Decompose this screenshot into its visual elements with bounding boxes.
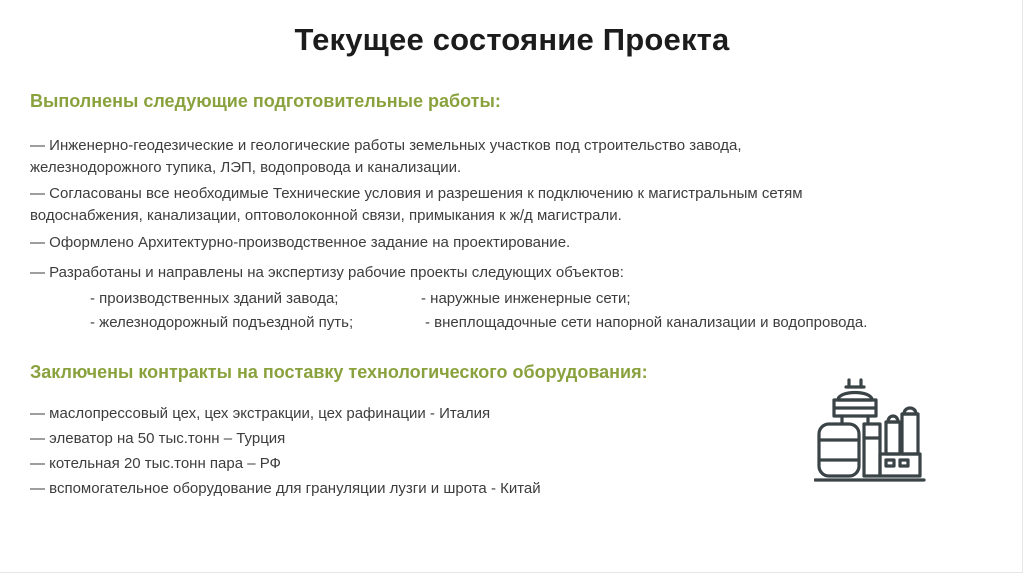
section1-item-3: — Оформлено Архитектурно-производственное задание на проектирование. xyxy=(30,234,571,251)
object-item-buildings: - производственных зданий завода; xyxy=(90,290,339,307)
object-item-railway: - железнодорожный подъездной путь; xyxy=(90,314,354,331)
section2-heading: Заключены контракты на поставку технологического оборудования: xyxy=(30,362,648,382)
section1-item-1-line2: железнодорожного тупика, ЛЭП, водопровода и канализации. xyxy=(30,159,462,176)
contract-item-3: — котельная 20 тыс.тонн пара – РФ xyxy=(30,455,281,472)
section1-item-1-line1: — Инженерно-геодезические и геологические работы земельных участков под строительство завода, xyxy=(30,137,742,154)
factory-icon xyxy=(814,378,926,486)
contract-item-2: — элеватор на 50 тыс.тонн – Турция xyxy=(30,430,286,447)
slide-title: Текущее состояние Проекта xyxy=(294,22,730,57)
section1-item-4: — Разработаны и направлены на экспертизу рабочие проекты следующих объектов: xyxy=(30,264,624,281)
section1-heading: Выполнены следующие подготовительные работы: xyxy=(30,91,501,111)
contract-item-4: — вспомогательное оборудование для грануляции лузги и шрота - Китай xyxy=(30,480,541,497)
object-item-external-networks: - наружные инженерные сети; xyxy=(421,290,631,307)
section1-item-2-line1: — Согласованы все необходимые Технические условия и разрешения к подключению к магистральным сетям xyxy=(30,185,803,202)
contract-item-1: — маслопрессовый цех, цех экстракции, цех рафинации - Италия xyxy=(30,405,491,422)
object-item-offsite-networks: - внеплощадочные сети напорной канализации и водопровода. xyxy=(425,314,868,331)
section1-item-2-line2: водоснабжения, канализации, оптоволоконной связи, примыкания к ж/д магистрали. xyxy=(30,207,622,224)
